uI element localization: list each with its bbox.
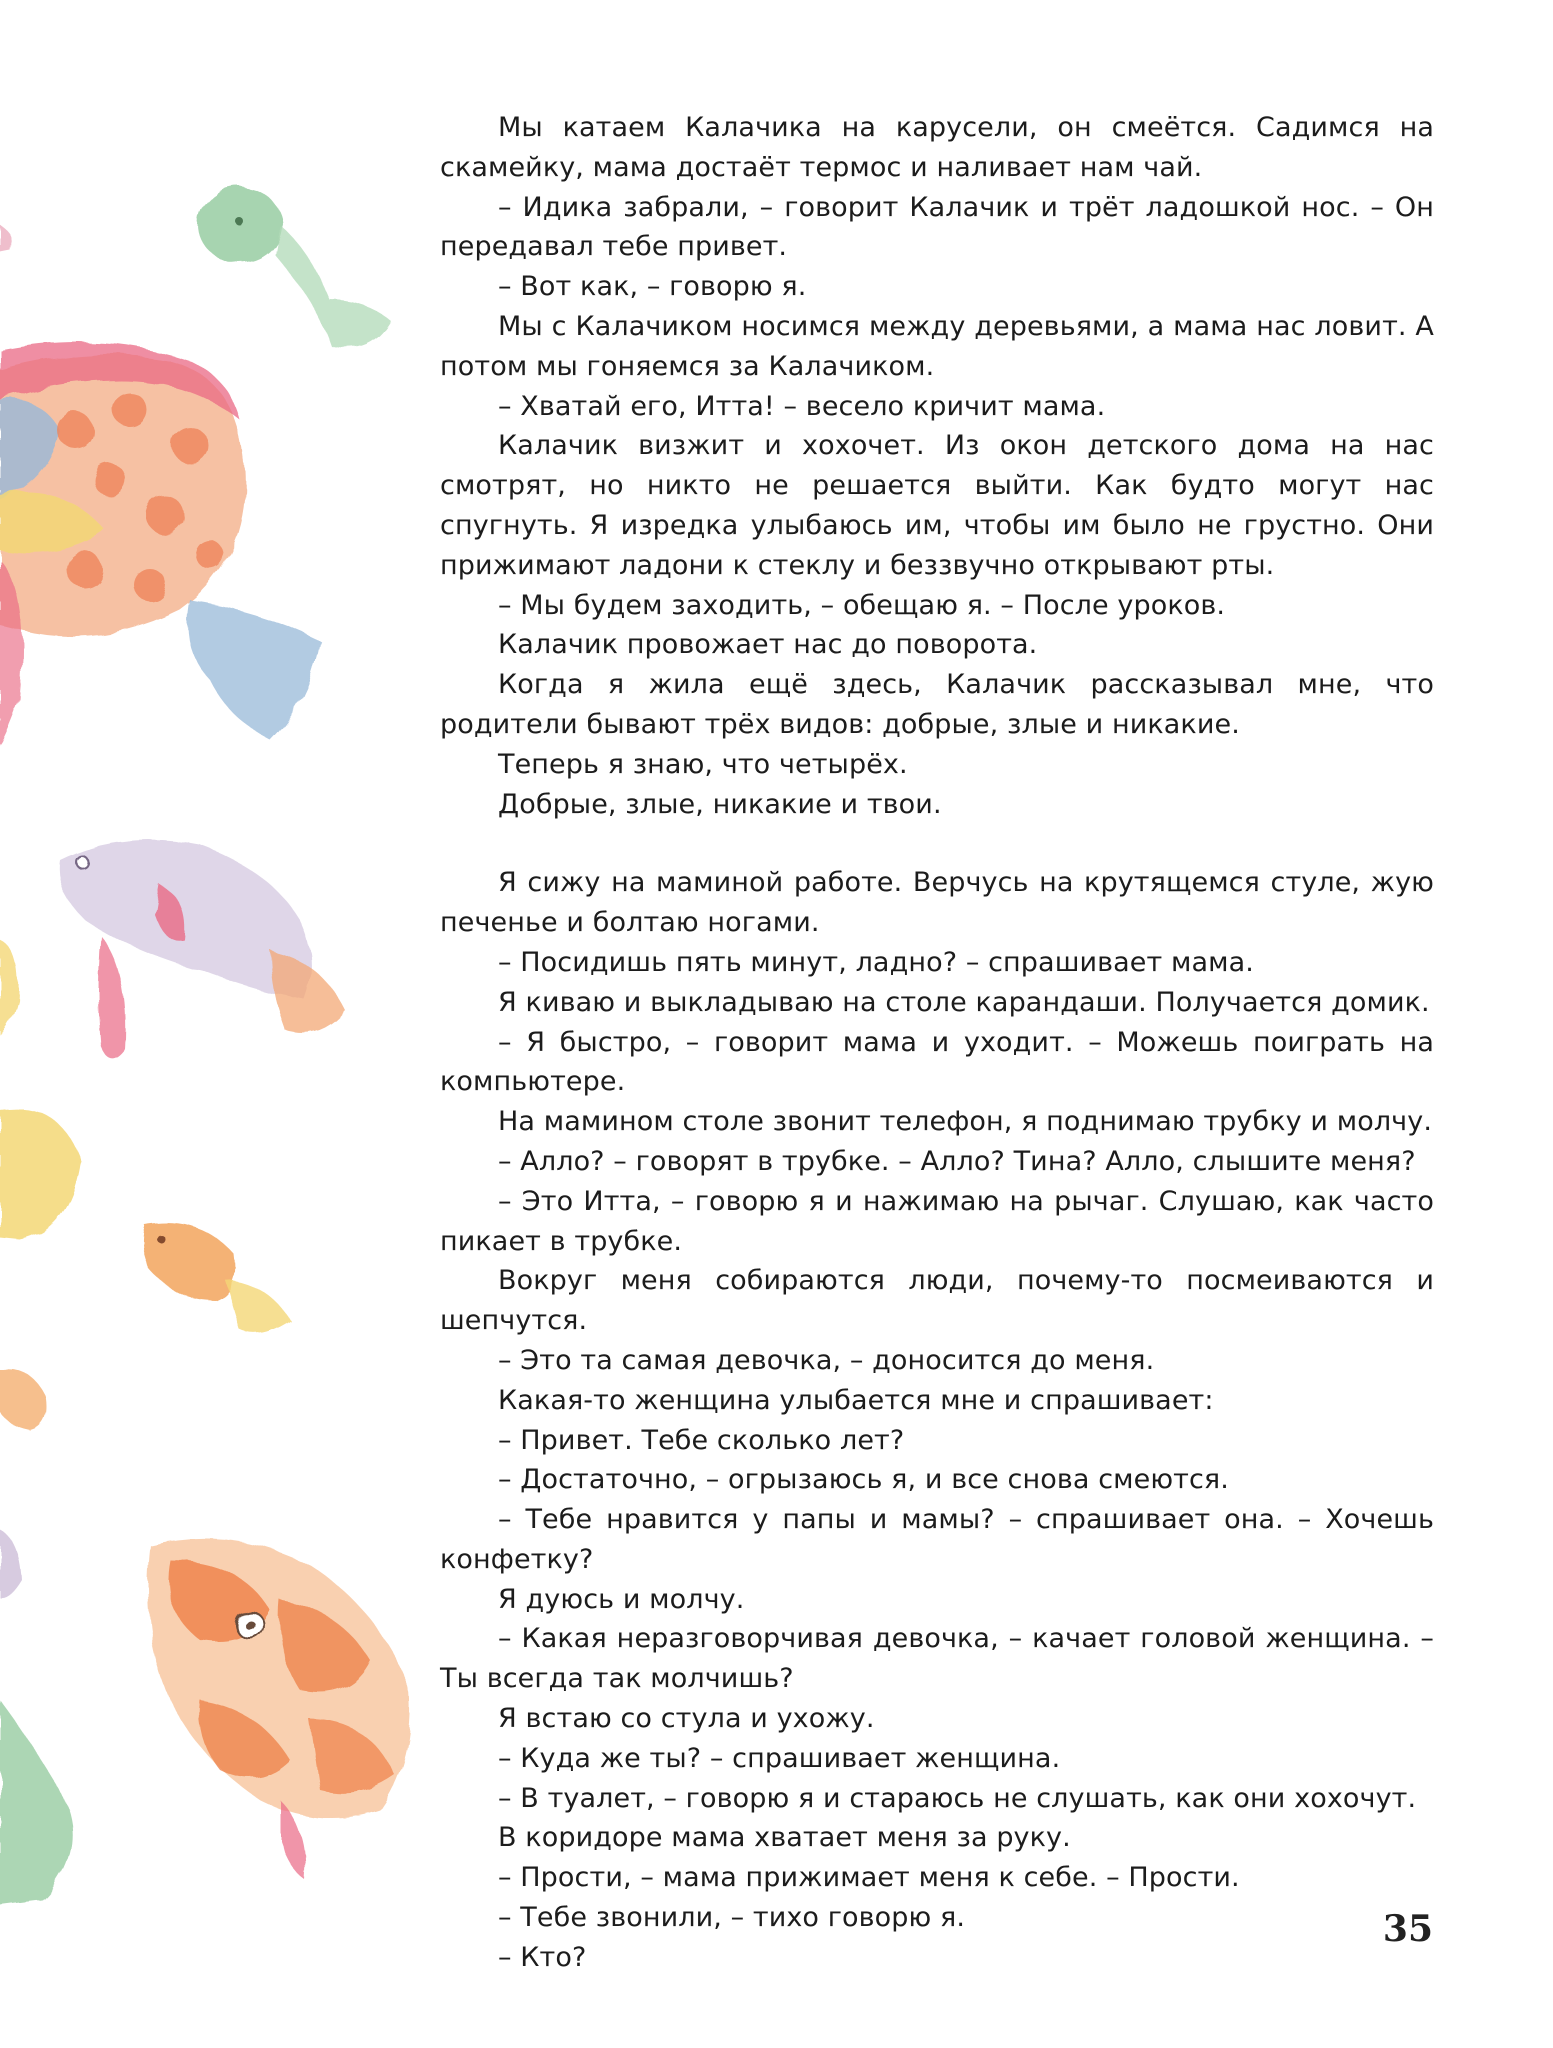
paragraph: Когда я жила ещё здесь, Калачик рассказывал мне, что родители бывают трёх видов: добрые, злые и никакие.	[440, 669, 1434, 740]
paragraph: – Кто?	[498, 1941, 587, 1973]
paragraph: На мамином столе звонит телефон, я поднимаю трубку и молчу.	[498, 1106, 1432, 1138]
paragraph: Мы катаем Калачика на карусели, он смеётся. Садимся на скамейку, мама достаёт термос и наливает нам чай.	[440, 112, 1434, 183]
paragraph: Вокруг меня собираются люди, почему-то посмеиваются и шепчутся.	[440, 1265, 1434, 1337]
paragraph: – Хватай его, Итта! – весело кричит мама.	[498, 390, 1106, 422]
paragraph: Я сижу на маминой работе. Верчусь на крутящемся стуле, жую печенье и болтаю ногами.	[440, 867, 1434, 939]
page-number: 35	[1382, 1908, 1433, 1950]
paragraph: – Алло? – говорят в трубке. – Алло? Тина? Алло, слышите меня?	[498, 1145, 1416, 1177]
orange-fish	[148, 1538, 411, 1880]
paragraph: Какая-то женщина улыбается мне и спрашивает:	[498, 1384, 1214, 1416]
paragraph: Калачик провожает нас до поворота.	[498, 629, 1038, 661]
section-break	[440, 824, 1434, 863]
paragraph: – Достаточно, – огрызаюсь я, и все снова смеются.	[498, 1464, 1229, 1496]
small-orange-fish	[142, 1223, 290, 1333]
paragraph: – Это Итта, – говорю я и нажимаю на рычаг. Слушаю, как часто пикает в трубке.	[440, 1185, 1434, 1257]
coral-fish	[0, 342, 320, 745]
green-fish	[198, 187, 390, 347]
paragraph: – Привет. Тебе сколько лет?	[498, 1424, 905, 1456]
paragraph: – Я быстро, – говорит мама и уходит. – Можешь поиграть на компьютере.	[440, 1026, 1434, 1098]
paragraph: Калачик визжит и хохочет. Из окон детского дома на нас смотрят, но никто не решается выйти. Как будто могут нас спугнуть. Я изредка улыбаюсь им, чтобы им было не грустно. Они прижимают ладони к стеклу и беззвучно открывают рты.	[440, 430, 1434, 581]
paragraph: – Это та самая девочка, – доносится до меня.	[498, 1344, 1155, 1376]
paragraph: – Куда же ты? – спрашивает женщина.	[498, 1742, 1061, 1774]
paragraph: Теперь я знаю, что четырёх.	[498, 748, 908, 780]
paragraph: – В туалет, – говорю я и стараюсь не слушать, как они хохочут.	[498, 1782, 1417, 1814]
paragraph: – Прости, – мама прижимает меня к себе. – Прости.	[498, 1862, 1240, 1894]
paragraph: – Какая неразговорчивая девочка, – качает головой женщина. – Ты всегда так молчишь?	[440, 1623, 1434, 1695]
paragraph: Добрые, злые, никакие и твои.	[498, 788, 942, 820]
paragraph: Я дуюсь и молчу.	[498, 1583, 745, 1615]
section-two	[440, 863, 1434, 1977]
paragraph: – Посидишь пять минут, ладно? – спрашивает мама.	[498, 946, 1254, 978]
lilac-fish	[59, 840, 345, 1059]
paragraph: Мы с Калачиком носимся между деревьями, а мама нас ловит. А потом мы гоняемся за Калачиком.	[440, 310, 1434, 382]
paragraph: Я киваю и выкладываю на столе карандаши. Получается домик.	[498, 986, 1430, 1018]
paragraph: В коридоре мама хватает меня за руку.	[498, 1822, 1071, 1854]
paragraph: – Тебе звонили, – тихо говорю я.	[498, 1902, 966, 1934]
text-column	[440, 108, 1434, 1978]
paragraph: – Идика забрали, – говорит Калачик и трёт ладошкой нос. – Он передавал тебе привет.	[440, 191, 1434, 263]
section-one	[440, 108, 1434, 824]
paragraph: – Мы будем заходить, – обещаю я. – После уроков.	[498, 589, 1226, 621]
paragraph: – Тебе нравится у папы и мамы? – спрашивает она. – Хочешь конфетку?	[440, 1504, 1434, 1575]
fish-illustration	[0, 0, 420, 2048]
paragraph: – Вот как, – говорю я.	[498, 271, 807, 303]
paragraph: Я встаю со стула и ухожу.	[498, 1703, 875, 1735]
